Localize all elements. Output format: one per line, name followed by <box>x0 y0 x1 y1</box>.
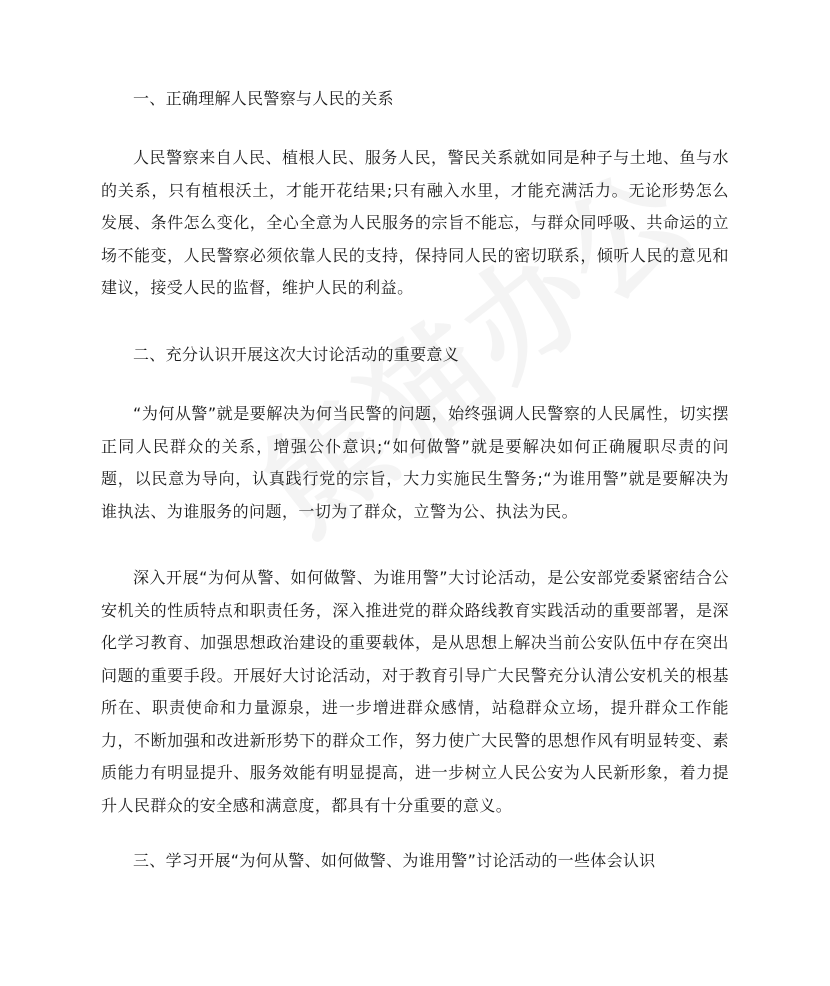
paragraph-2: “为何从警”就是要解决为何当民警的问题，始终强调人民警察的人民属性，切实摆正同人民群众的关系，增强公仆意识;“如何做警”就是要解决如何正确履职尽责的问题，以民意为导向，认真践行党的宗旨，大力实施民生警务;“为谁用警”就是要解决为谁执法、为谁服务的问题，一切为了群众，立警为公、执法为民。 <box>101 404 729 521</box>
paragraph-3: 深入开展“为何从警、如何做警、为谁用警”大讨论活动，是公安部党委紧密结合公安机关的性质特点和职责任务，深入推进党的群众路线教育实践活动的重要部署，是深化学习教育、加强思想政治建设的重要载体，是从思想上解决当前公安队伍中存在突出问题的重要手段。开展好大讨论活动，对于教育引导广大民警充分认清公安机关的根基所在、职责使命和力量源泉，进一步增进群众感情，站稳群众立场，提升群众工作能力，不断加强和改进新形势下的群众工作，努力使广大民警的思想作风有明显转变、素质能力有明显提升、服务效能有明显提高，进一步树立人民公安为人民新形象，着力提升人民群众的安全感和满意度，都具有十分重要的意义。 <box>101 568 729 815</box>
section-heading-1: 一、正确理解人民警察与人民的关系 <box>133 89 394 108</box>
section-heading-2: 二、充分认识开展这次大讨论活动的重要意义 <box>133 345 460 364</box>
paragraph-1: 人民警察来自人民、植根人民、服务人民，警民关系就如同是种子与土地、鱼与水的关系，只有植根沃土，才能开花结果;只有融入水里，才能充满活力。无论形势怎么发展、条件怎么变化，全心全意为人民服务的宗旨不能忘，与群众同呼吸、共命运的立场不能变，人民警察必须依靠人民的支持，保持同人民的密切联系，倾听人民的意见和建议，接受人民的监督，维护人民的利益。 <box>101 148 729 297</box>
section-heading-3: 三、学习开展“为何从警、如何做警、为谁用警”讨论活动的一些体会认识 <box>133 851 656 870</box>
